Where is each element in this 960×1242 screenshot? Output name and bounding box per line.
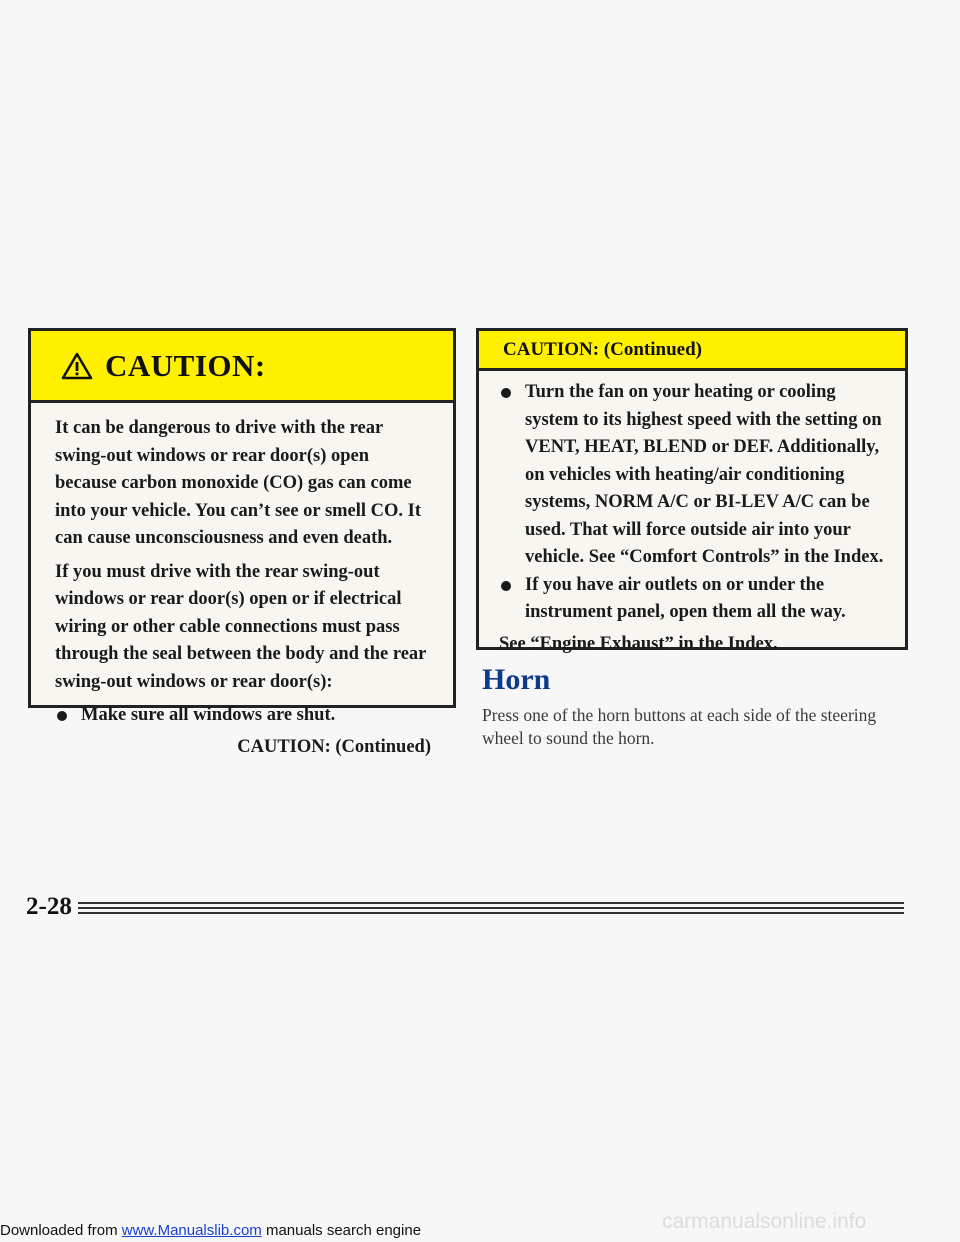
caution-paragraph-1: It can be dangerous to drive with the rear swing-out windows or rear door(s) open because carbon monoxide (CO) gas can come into your vehicle. You can’t see or smell CO. It can cause unconsciousness and even death.: [55, 418, 422, 548]
caution-bullet-air-outlets: If you have air outlets on or under the instrument panel, open them all the way.: [499, 572, 889, 627]
warning-triangle-icon: [61, 352, 93, 380]
caution-header-left: [31, 331, 453, 403]
watermark-suffix: manuals search engine: [261, 1222, 422, 1239]
caution-header-right: [479, 331, 905, 371]
caution-content-left: [31, 403, 453, 761]
caution-title: CAUTION:: [105, 347, 266, 383]
site-watermark: carmanualsonline.info: [662, 1210, 867, 1233]
caution-continued-label: CAUTION: (Continued): [237, 736, 431, 757]
page-number: 2-28: [26, 893, 72, 920]
caution-box-left: [28, 328, 456, 757]
horn-section-body: Press one of the horn buttons at each side of the steering wheel to sound the horn.: [482, 705, 877, 748]
download-watermark: [0, 1222, 421, 1239]
caution-content-right: [479, 371, 905, 658]
caution-bullet-shut-windows: Make sure all windows are shut.: [55, 702, 433, 730]
caution-paragraph-2: If you must drive with the rear swing-out windows or rear door(s) open or if electrical wiring or other cable connections must pass through the seal between the body and the rear swing-out windows or rear door(s):: [55, 561, 427, 692]
watermark-prefix: Downloaded from: [0, 1222, 122, 1239]
horn-section-title: Horn: [482, 663, 551, 696]
manualslib-link[interactable]: www.Manualslib.com: [121, 1222, 262, 1239]
caution-continued-title: CAUTION: (Continued): [503, 338, 702, 360]
caution-bullet-fan: Turn the fan on your heating or cooling system to its highest speed with the setting on VENT, HEAT, BLEND or DEF. Additionally, on vehicles with heating/air conditioning systems, NORM A/C or BI-LEV A/C can be used. That will force outside air into your vehicle. See “Comfort Controls” in the Index.: [499, 379, 889, 572]
caution-box-right: [476, 328, 908, 654]
caution-see-also: See “Engine Exhaust” in the Index.: [499, 633, 778, 654]
footer-rule: [78, 902, 904, 914]
